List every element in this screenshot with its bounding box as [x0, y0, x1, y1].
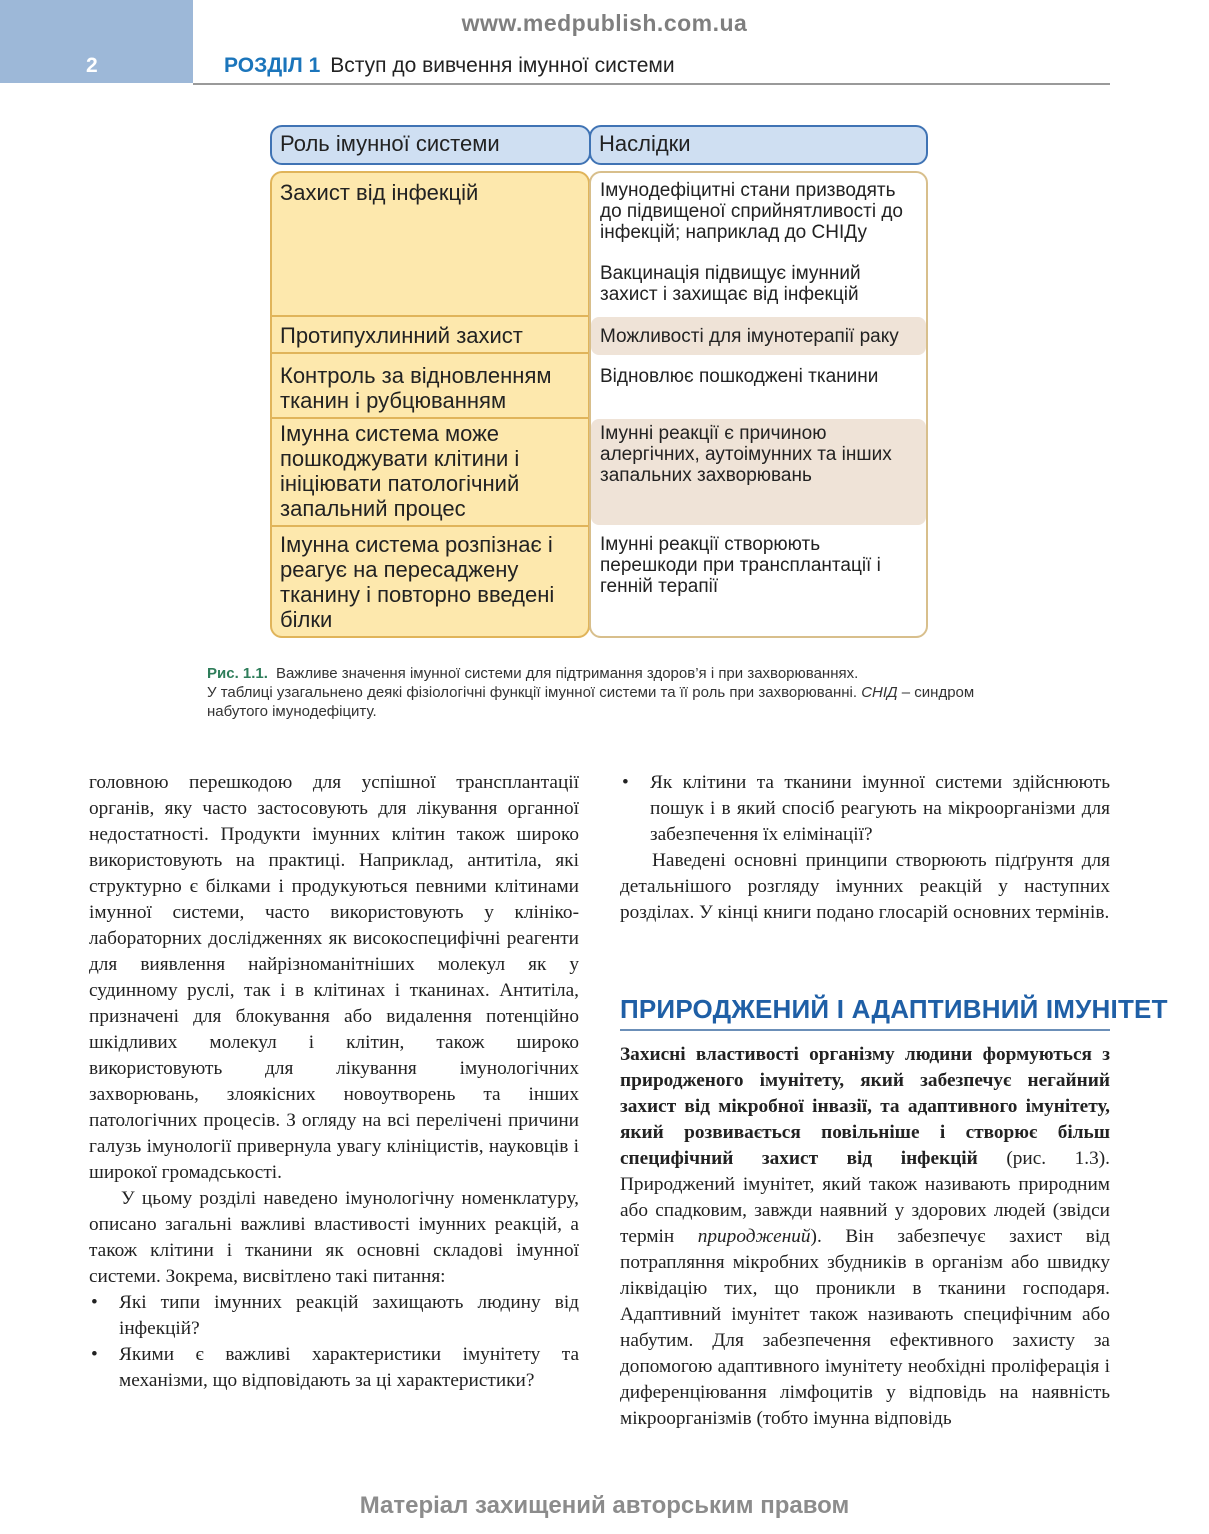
row-divider — [272, 525, 588, 527]
consequence-cell: Імунні реакції створюють перешкоди при трансплантації і генній терапії — [600, 534, 881, 597]
role-cell: Захист від інфекцій — [280, 180, 479, 205]
consequence-cell: Можливості для імунотерапії раку — [600, 326, 899, 347]
role-cell: Протипухлинний захист — [280, 323, 523, 348]
page-number: 2 — [86, 54, 98, 77]
italic-term: природжений — [697, 1226, 811, 1247]
copyright-footer: Матеріал захищений авторським правом — [359, 1492, 850, 1519]
question-list — [89, 1290, 579, 1394]
section-body — [620, 1042, 1110, 1432]
caption-label: Рис. 1.1. — [207, 665, 268, 682]
row-divider — [272, 352, 588, 354]
paragraph: Наведені основні принципи створюють підґрунтя для детальнішого розгляду імунних реакцій у наступних розділах. У кінці книги подано глосарій основних термінів. — [620, 850, 1110, 923]
caption-title: Важливе значення імунної системи для підтримання здоров’я і при захворюваннях. — [275, 665, 859, 682]
paragraph: Захисні властивості організму людини формуються з природженого імунітету, який забезпечує негайний захист від мікробної інвазії, та адаптивного імунітету, який розвивається повільніше і створює більш специфічний захист від інфекцій (рис. 1.3). Природжений імунітет, який також називають природним або спадковим, завжди наявний у здорових людей (звідси термін природжений). Він забезпечує захист від потрапляння мікробних збудників в організм або швидку ліквідацію тих, що проникли в тканини господаря. Адаптивний імунітет також називають специфічним або набутим. Для забезпечення ефективного захисту за допомогою адаптивного імунітету необхідні проліферація і диференціювання лімфоцитів у відповідь на наявність мікроорганізмів (тобто імунна відповідь — [620, 1044, 1111, 1429]
list-item: • Як клітини та тканини імунної системи здійснюють пошук і в який спосіб реагують на мікроорганізми для забезпечення їх елімінації? — [622, 772, 1110, 845]
figure-caption — [207, 664, 1007, 721]
caption-term: СНІД — [861, 684, 898, 701]
list-item: • Які типи імунних реакцій захищають людину від інфекцій? — [91, 1292, 579, 1339]
paragraph: У цьому розділі наведено імунологічну номенклатуру, описано загальні важливі властивості імунних реакцій, а також клітини і тканини як основні складові імунної системи. Зокрема, висвітлено такі питання: — [89, 1188, 579, 1287]
chapter-title: Вступ до вивчення імунної системи — [330, 54, 675, 77]
list-item: • Якими є важливі характеристики імунітету та механізми, що відповідають за ці характеристики? — [91, 1344, 579, 1391]
role-cell: Імунна система може пошкоджувати клітини і ініціювати патологічний запальний процес — [280, 421, 520, 521]
left-text-column — [89, 770, 579, 1394]
question-list — [620, 770, 1110, 848]
chapter-label: РОЗДІЛ 1 — [224, 54, 321, 77]
right-text-column — [620, 770, 1110, 926]
role-cell: Імунна система розпізнає і реагує на пересаджену тканину і повторно введені білки — [280, 532, 555, 632]
site-watermark: www.medpublish.com.ua — [461, 10, 748, 36]
consequence-cell: Імунодефіцитні стани призводять до підвищеної сприйнятливості до інфекцій; наприклад до СНІДу — [600, 180, 903, 243]
bold-lead: Захисні властивості організму людини формуються з природженого імунітету, який забезпечує негайний захист від мікробної інвазії, та адаптивного імунітету, який розвивається повільніше і створює більш специфічний захист від інфекцій — [620, 1044, 1110, 1169]
running-header — [224, 54, 675, 78]
caption-end: – синдром набутого імунодефіциту. — [207, 684, 975, 720]
paragraph: головною перешкодою для успішної трансплантації органів, яку часто застосовують для лікування органної недостатності. Продукти імунних клітин також широко використовують на практиці. Наприклад, антитіла, які структурно є білками і продукуються певними клітинами імунної системи, часто використовують у клініко-лабораторних дослідженнях як високоспецифічні реагенти для виявлення найрізноманітніших молекул як у судинному руслі, так і в клітинах і тканинах. Антитіла, призначені для блокування або видалення потенційно шкідливих молекул і клітин, також широко використовують для лікування імунологічних захворювань, злоякісних новоутворень та інших патологічних процесів. З огляду на всі перелічені причини галузь імунології привернула увагу клініцистів, науковців і широкої громадськості. — [89, 772, 579, 1183]
role-cell: Контроль за відновленням тканин і рубцюванням — [280, 363, 552, 413]
figure-header-left: Роль імунної системи — [270, 125, 591, 165]
section-rule — [620, 1029, 1110, 1031]
section-title: ПРИРОДЖЕНИЙ І АДАПТИВНИЙ ІМУНІТЕТ — [620, 994, 1168, 1024]
row-divider — [272, 417, 588, 419]
caption-body: У таблиці узагальнено деякі фізіологічні функції імунної системи та її роль при захворюванні. — [207, 684, 858, 701]
figure-header-right: Наслідки — [589, 125, 928, 165]
consequence-cell: Вакцинація підвищує імунний захист і захищає від інфекцій — [600, 263, 861, 305]
consequence-cell: Відновлює пошкоджені тканини — [600, 366, 879, 387]
row-divider — [272, 315, 588, 317]
header-rule — [193, 83, 1110, 85]
consequence-cell: Імунні реакції є причиною алергічних, аутоімунних та інших запальних захворювань — [600, 423, 892, 486]
